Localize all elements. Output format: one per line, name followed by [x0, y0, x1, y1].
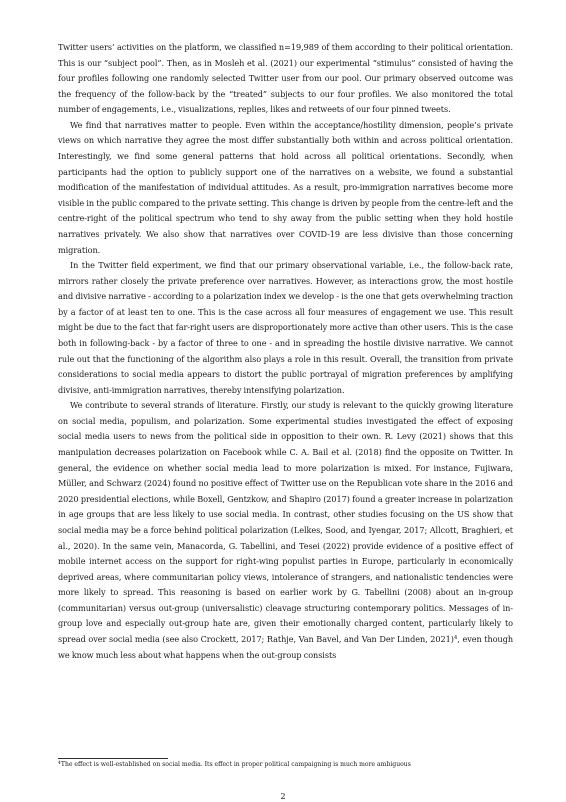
page-number: 2 [280, 792, 286, 801]
body-text [58, 40, 513, 663]
footnote-marker[interactable]: 4 [453, 634, 458, 641]
footnote-text: The effect is well-established on social media. Its effect in proper political campaigning is much more ambiguous [60, 761, 411, 768]
paragraph-2: We find that narratives matter to people. Even within the acceptance/hostility dimension, people’s private views on which narrative they agree the most differ substantially both within and across political orientation. Interestingly, we find some general patterns that hold across all political orientations. Secondly, when participants had the option to publicly support one of the narratives on a website, we found a substantial modification of the manifestation of individual attitudes. As a result, pro-immigration narratives become more visible in the public compared to the private setting. This change is driven by people from the centre-left and the centre-right of the political spectrum who tend to shy away from the public setting when they hold hostile narratives privately. We also show that narratives over COVID-19 are less divisive than those concerning migration. [58, 119, 513, 255]
paragraph-1: Twitter users’ activities on the platform, we classified n=19,989 of them according to their political orientation. This is our “subject pool”. Then, as in Mosleh et al. (2021) our experimental “stimulus” consisted of having the four profiles following one randomly selected Twitter user from our pool. Our primary observed outcome was the frequency of the follow-back by the “treated” subjects to our four profiles. We also monitored the total number of engagements, i.e., visualizations, replies, likes and retweets of our four pinned tweets. [58, 42, 513, 115]
footnote-number: 4 [58, 761, 61, 766]
paragraph-4 [58, 398, 513, 663]
paragraph-3: In the Twitter field experiment, we find that our primary observational variable, i.e., the follow-back rate, mirrors rather closely the private preference over narratives. However, as interactions grow, the most hostile and divisive narrative - according to a polarization index we develop - is the one that gets overwhelming traction by a factor of at least ten to one. This is the case across all four measures of engagement we use. This result might be due to the fact that far-right users are disproportionately more active than other users. This is the case both in following-back - by a factor of three to one - and in spreading the hostile divisive narrative. We cannot rule out that the functioning of the algorithm also plays a role in this result. Overall, the transition from private considerations to social media appears to distort the public portrayal of migration preferences by amplifying divisive, anti-immigration narratives, thereby intensifying polarization. [58, 260, 513, 395]
footnote [58, 760, 513, 769]
paragraph-4-text: We contribute to several strands of literature. Firstly, our study is relevant to the quickly growing literature on social media, populism, and polarization. Some experimental studies investigated the effect of exposing social media users to news from the political side in opposition to their own. R. Levy (2021) shows that this manipulation decreases polarization on Facebook while C. A. Bail et al. (2018) find the opposite on Twitter. In general, the evidence on whether social media lead to more polarization is mixed. For instance, Fujiwara, Müller, and Schwarz (2024) found no positive effect of Twitter use on the Republican vote share in the 2016 and 2020 presidential elections, while Boxell, Gentzkow, and Shapiro (2017) found a greater increase in polarization in age groups that are less likely to use social media. In contrast, other studies focusing on the US show that social media may be a force behind political polarization (Lelkes, Sood, and Iyengar, 2017; Allcott, Braghieri, et al., 2020). In the same vein, Manacorda, G. Tabellini, and Tesei (2022) provide evidence of a positive effect of mobile internet access on the support for right-wing populist parties in Europe, particularly in economically deprived areas, where communitarian policy views, intolerance of strangers, and nationalistic tendencies were more likely to spread. This reasoning is based on earlier work by G. Tabellini (2008) about an in-group (communitarian) versus out-group (universalistic) cleavage structuring contemporary politics. Messages of in-group love and especially out-group hate are, given their emotionally charged content, particularly likely to spread over social media (see also Crockett, 2017; Rathje, Van Bavel, and Van Der Linden, 2021) [58, 400, 513, 644]
footnote-divider [58, 758, 168, 759]
paragraph-4-continuation: , even though we know much less about what happens when the out-group consists [58, 633, 514, 660]
